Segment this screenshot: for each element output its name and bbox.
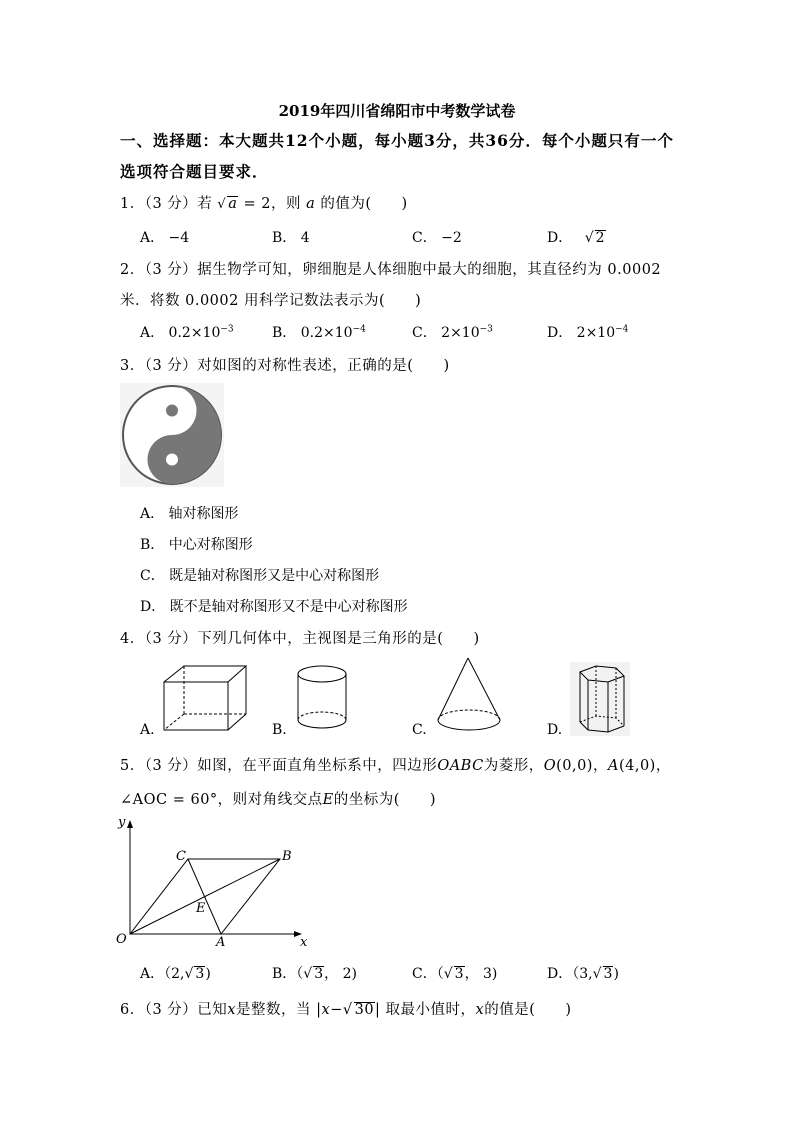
q6-x3: x xyxy=(475,1002,485,1018)
cylinder-figure xyxy=(292,662,352,734)
q5-option-a[interactable]: A．（2,√ 3) xyxy=(140,966,211,982)
q1-option-d-label: D． xyxy=(547,230,573,246)
question-4-stem: 4．（3 分）下列几何体中，主视图是三角形的是( ) xyxy=(120,631,480,647)
point-label-e: E xyxy=(196,901,206,916)
q6-x2: x xyxy=(321,1002,331,1018)
question-5-line1 xyxy=(120,754,671,775)
q5-line2-a: ∠AOC = 60°，则对角线交点 xyxy=(120,792,323,808)
point-label-c: C xyxy=(176,849,186,864)
q5-option-a-pre: A．（2, xyxy=(140,966,185,982)
section-header-line2: 选项符合题目要求． xyxy=(120,162,269,181)
q5-option-c[interactable]: C．（√ 3， 3) xyxy=(412,966,498,982)
q1-radicand: a xyxy=(228,196,238,212)
q5-option-b-rad: 3 xyxy=(314,966,324,982)
q2-option-a-base: A． 0.2×10 xyxy=(140,325,221,341)
rhombus-coordinate-figure xyxy=(112,812,316,950)
q6-a: 6．（3 分）已知 xyxy=(120,1002,228,1018)
q3-option-a[interactable]: A． 轴对称图形 xyxy=(140,506,239,522)
q4-option-c[interactable]: C. xyxy=(412,722,427,738)
axis-label-y: y xyxy=(118,815,126,830)
q5-line2-b: 的坐标为( ) xyxy=(333,792,437,808)
q5-line1-a: 5．（3 分）如图，在平面直角坐标系中，四边形 xyxy=(120,758,438,774)
q5-e: E xyxy=(322,792,334,808)
page-title: 2019年四川省绵阳市中考数学试卷 xyxy=(278,102,516,120)
q4-option-d[interactable]: D. xyxy=(547,722,563,738)
q6-c: − xyxy=(330,1002,343,1018)
q4-option-b[interactable]: B. xyxy=(272,722,287,738)
q1-option-d-radicand: 2 xyxy=(595,230,605,246)
q1-option-d[interactable]: D． √ 2 xyxy=(547,230,605,246)
question-2-line1: 2．（3 分）据生物学可知，卵细胞是人体细胞中最大的细胞，其直径约为 0.0002 xyxy=(120,262,662,278)
q2-option-b-exp: −4 xyxy=(352,324,366,335)
q3-option-d[interactable]: D． 既不是轴对称图形又不是中心对称图形 xyxy=(140,599,408,615)
q5-option-a-post: ) xyxy=(205,966,211,982)
q2-option-c[interactable] xyxy=(412,322,493,342)
q5-option-a-rad: 3 xyxy=(195,966,205,982)
q5-line1-b: 为菱形， xyxy=(483,758,544,774)
section-header-line1: 一、选择题：本大题共12个小题，每小题3分，共36分．每个小题只有一个 xyxy=(120,131,674,150)
q5-a-coord: (4,0)， xyxy=(618,758,671,774)
q5-option-c-pre: C．（ xyxy=(412,966,444,982)
q5-option-d-post: ) xyxy=(613,966,619,982)
q6-rad: 30 xyxy=(354,1002,375,1018)
cone-figure xyxy=(434,654,506,738)
question-6-stem: 6．（3 分）已知x是整数，当 |x−√ 30| 取最小值时，x的值是( ) xyxy=(120,1002,572,1018)
q5-o-coord: (0,0)， xyxy=(556,758,608,774)
q1-option-c[interactable]: C． −2 xyxy=(412,230,462,246)
q6-d: | 取最小值时， xyxy=(375,1002,476,1018)
q5-option-d[interactable]: D．（3,√ 3) xyxy=(547,966,619,982)
q2-option-d-exp: −4 xyxy=(615,324,629,335)
q2-option-b-base: B． 0.2×10 xyxy=(272,325,353,341)
q4-option-a[interactable]: A. xyxy=(140,722,155,738)
q1-option-a[interactable]: A． −4 xyxy=(140,230,190,246)
q2-option-b[interactable] xyxy=(272,322,366,342)
q5-option-c-post: ， 3) xyxy=(464,966,498,982)
q5-option-d-pre: D．（3, xyxy=(547,966,593,982)
q3-option-c[interactable]: C． 既是轴对称图形又是中心对称图形 xyxy=(140,568,380,584)
q2-option-d-base: D． 2×10 xyxy=(547,325,616,341)
q5-option-d-rad: 3 xyxy=(603,966,613,982)
q2-option-c-base: C． 2×10 xyxy=(412,325,480,341)
q1-mid: = 2，则 xyxy=(243,196,301,212)
q6-e: 的值是( ) xyxy=(484,1002,572,1018)
question-5-line2 xyxy=(120,788,436,809)
question-1-stem: 1．（3 分）若 √ a = 2，则 a 的值为( ) xyxy=(120,196,408,212)
cube-figure xyxy=(160,662,252,734)
q1-option-b[interactable]: B． 4 xyxy=(272,230,310,246)
point-label-b: B xyxy=(282,849,292,864)
q5-shape: OABC xyxy=(437,758,484,774)
q5-option-b-pre: B．（ xyxy=(272,966,304,982)
q2-option-a-exp: −3 xyxy=(220,324,234,335)
q5-option-b[interactable]: B．（√ 3， 2) xyxy=(272,966,357,982)
q6-x1: x xyxy=(227,1002,236,1018)
point-label-a: A xyxy=(216,935,226,950)
q2-option-c-exp: −3 xyxy=(479,324,493,335)
q1-prefix: 1．（3 分）若 xyxy=(120,196,213,212)
q1-var: a xyxy=(306,196,316,212)
q5-option-c-rad: 3 xyxy=(454,966,464,982)
yin-yang-figure xyxy=(120,383,224,487)
q3-option-b[interactable]: B． 中心对称图形 xyxy=(140,537,253,553)
q6-b: 是整数，当 | xyxy=(236,1002,322,1018)
q5-o: O xyxy=(543,758,557,774)
q2-option-d[interactable] xyxy=(547,322,628,342)
point-label-o: O xyxy=(116,932,127,947)
q5-option-b-post: ， 2) xyxy=(324,966,357,982)
q1-suffix: 的值为( ) xyxy=(320,196,408,212)
axis-label-x: x xyxy=(300,935,308,950)
q5-a: A xyxy=(607,758,619,774)
question-3-stem: 3．（3 分）对如图的对称性表述，正确的是( ) xyxy=(120,358,450,374)
hexagonal-prism-figure xyxy=(570,662,630,736)
q2-option-a[interactable] xyxy=(140,322,234,342)
question-2-line2: 米．将数 0.0002 用科学记数法表示为( ) xyxy=(120,293,422,309)
